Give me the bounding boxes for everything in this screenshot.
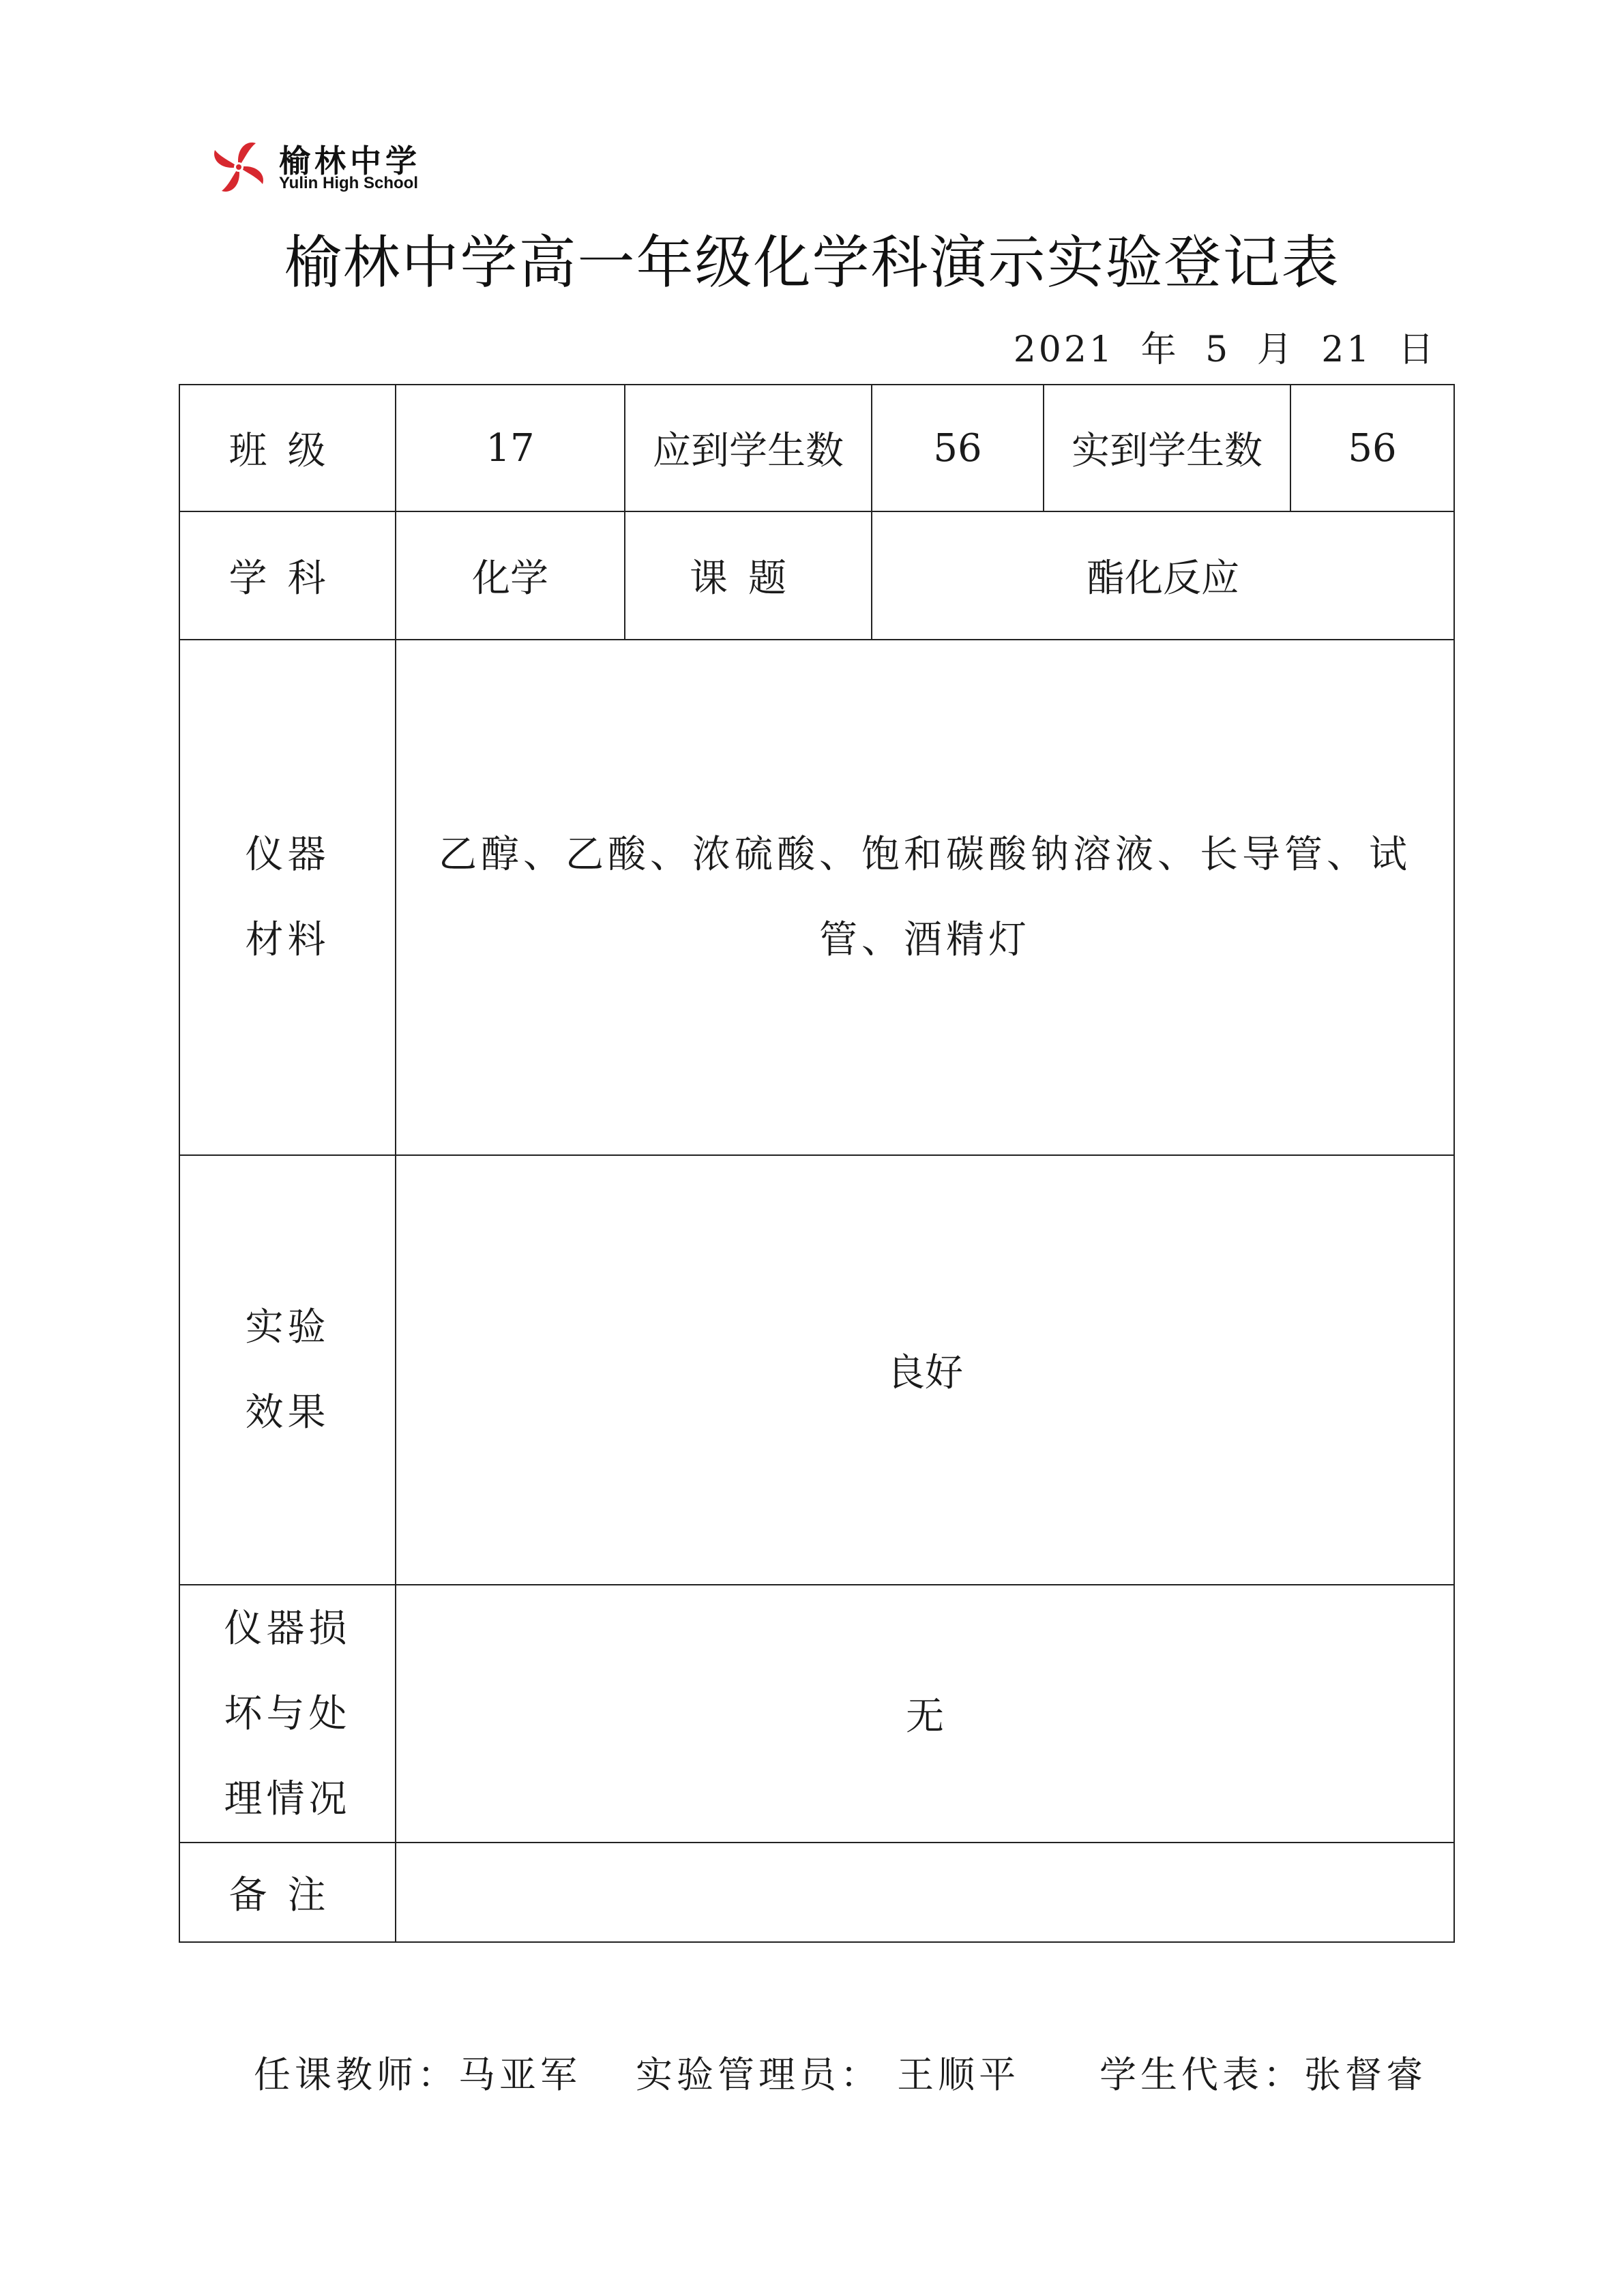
date-year: 2021 xyxy=(1013,329,1115,370)
logo-chinese-name: 榆林中学 xyxy=(279,143,421,179)
subject-value: 化学 xyxy=(396,511,625,640)
damage-value: 无 xyxy=(396,1585,1454,1843)
actual-students-value: 56 xyxy=(1290,385,1454,511)
date-day-unit: 日 xyxy=(1398,329,1436,370)
remarks-value xyxy=(396,1843,1454,1942)
class-label: 班级 xyxy=(179,385,396,511)
damage-label xyxy=(179,1585,396,1843)
class-value: 17 xyxy=(396,385,625,511)
document-title: 榆林中学高一年级化学科演示实验登记表 xyxy=(284,229,1340,296)
date-month: 5 xyxy=(1205,329,1231,370)
date-day: 21 xyxy=(1321,329,1372,370)
teacher-signature: 任课教师：马亚军 xyxy=(254,2053,581,2096)
row-effect xyxy=(179,1155,1454,1585)
row-subject-info xyxy=(179,511,1454,640)
subject-label: 学科 xyxy=(179,511,396,640)
signature-line xyxy=(254,2046,1481,2098)
date-line xyxy=(1001,320,1436,372)
damage-label-line2: 坏与处 xyxy=(224,1691,351,1736)
expected-students-label: 应到学生数 xyxy=(625,385,872,511)
row-class-info xyxy=(179,385,1454,511)
logo-english-name: Yulin High School xyxy=(279,174,418,192)
damage-label-line1: 仪器损 xyxy=(224,1606,351,1651)
school-logo xyxy=(208,136,440,198)
effect-value: 良好 xyxy=(396,1155,1454,1585)
row-damage xyxy=(179,1585,1454,1843)
row-remarks xyxy=(179,1843,1454,1942)
topic-label: 课题 xyxy=(625,511,872,640)
effect-label-line1: 实验 xyxy=(245,1305,330,1350)
date-month-unit: 月 xyxy=(1256,329,1295,370)
actual-students-label: 实到学生数 xyxy=(1044,385,1290,511)
effect-label-line2: 效果 xyxy=(245,1390,330,1435)
student-rep-signature: 学生代表：张督睿 xyxy=(1099,2053,1427,2096)
registration-form-table xyxy=(179,384,1455,1943)
manager-signature: 实验管理员： 王顺平 xyxy=(636,2053,1020,2096)
date-year-unit: 年 xyxy=(1140,329,1179,370)
damage-label-line3: 理情况 xyxy=(224,1776,351,1821)
pinwheel-logo-icon xyxy=(208,136,269,198)
materials-label-line1: 仪器 xyxy=(245,833,330,877)
expected-students-value: 56 xyxy=(872,385,1044,511)
remarks-label: 备注 xyxy=(179,1843,396,1942)
materials-label-line2: 材料 xyxy=(245,918,330,962)
effect-label xyxy=(179,1155,396,1585)
topic-value: 酯化反应 xyxy=(872,511,1454,640)
row-materials xyxy=(179,640,1454,1155)
materials-value: 乙醇、乙酸、浓硫酸、饱和碳酸钠溶液、长导管、试管、酒精灯 xyxy=(396,640,1454,1155)
materials-label xyxy=(179,640,396,1155)
